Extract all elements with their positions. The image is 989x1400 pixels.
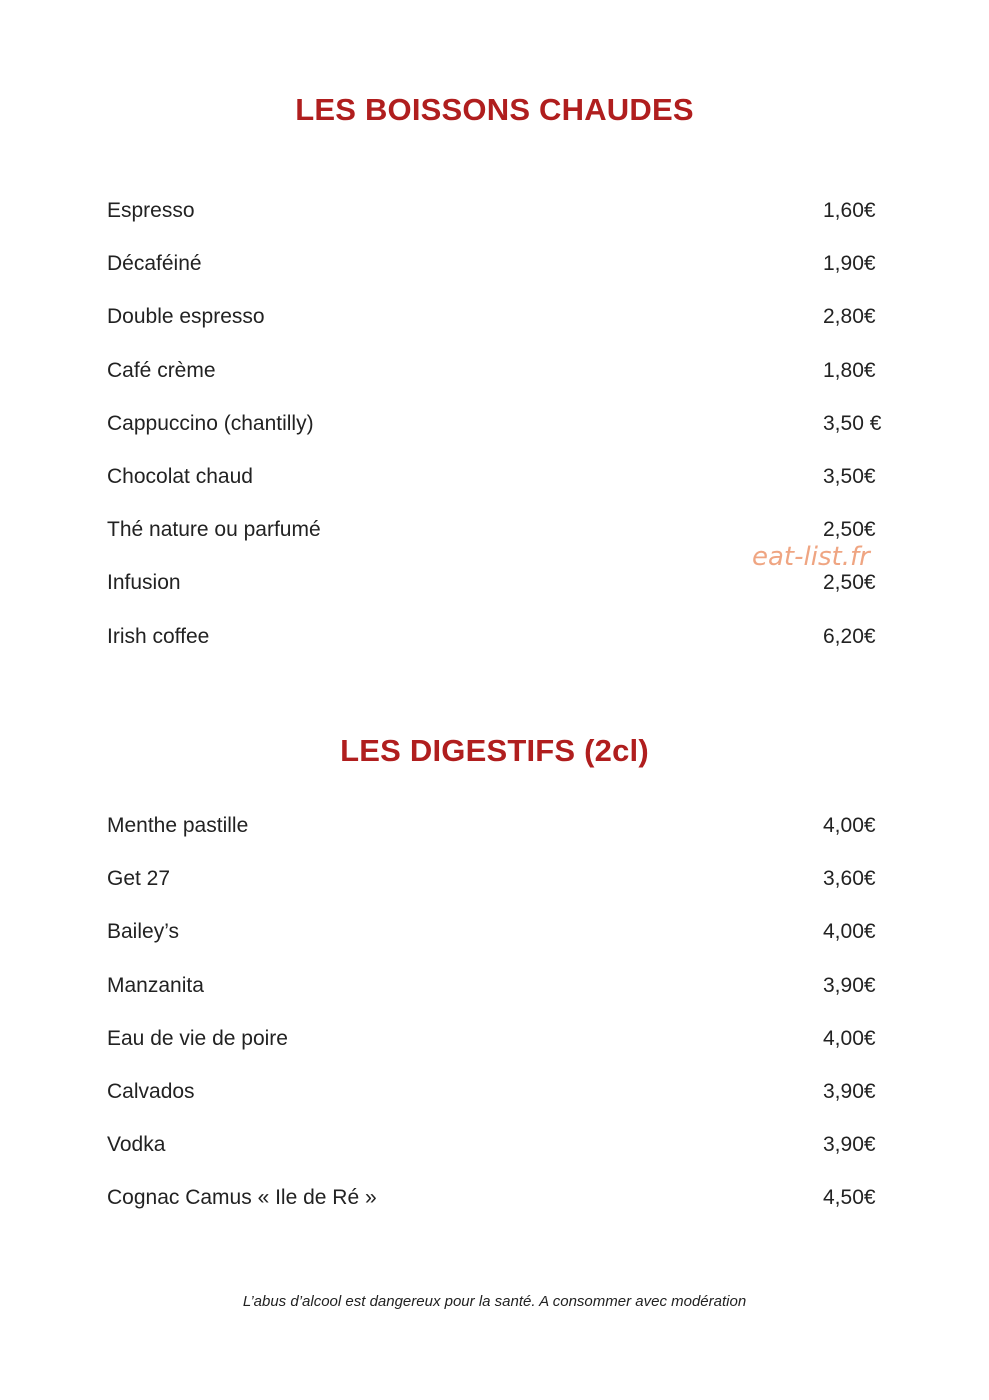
item-price: 2,80€ [823,305,876,329]
item-name: Vodka [107,1133,166,1157]
item-price: 3,90€ [823,973,876,997]
section-title-digestifs: LES DIGESTIFS (2cl) [340,733,649,768]
item-price: 3,60€ [823,867,876,891]
item-name: Décaféiné [107,252,202,276]
item-name: Get 27 [107,867,171,891]
item-name: Cappuccino (chantilly) [107,411,314,435]
item-price: 2,50€ [823,571,876,595]
item-price: 4,00€ [823,920,876,944]
section-title-boissons-chaudes: LES BOISSONS CHAUDES [295,92,694,127]
menu-item [107,971,897,1024]
item-name: Café crème [107,358,216,382]
menu-item [107,196,897,249]
item-name: Irish coffee [107,624,210,648]
item-price: 1,90€ [823,252,876,276]
item-name: Espresso [107,199,195,222]
item-name: Cognac Camus « Ile de Ré » [107,1186,377,1210]
menu-item [107,409,897,462]
menu-list-boissons-chaudes [107,196,897,675]
item-price: 1,60€ [823,199,876,222]
menu-item [107,1077,897,1130]
item-name: Menthe pastille [107,814,249,837]
menu-item [107,568,897,621]
item-name: Calvados [107,1079,195,1103]
menu-item [107,356,897,409]
menu-item [107,249,897,302]
item-price: 3,50 € [823,411,882,435]
menu-item [107,864,897,917]
item-name: Chocolat chaud [107,464,253,488]
item-price: 1,80€ [823,358,876,382]
alcohol-warning-footer: L’abus d’alcool est dangereux pour la santé. A consommer avec modération [242,1293,747,1310]
menu-item [107,1130,897,1183]
menu-item [107,811,897,864]
item-price: 4,00€ [823,814,876,837]
item-price: 4,00€ [823,1026,876,1050]
item-price: 6,20€ [823,624,876,648]
menu-item [107,462,897,515]
item-name: Thé nature ou parfumé [107,518,321,542]
menu-item [107,1024,897,1077]
item-price: 4,50€ [823,1186,876,1210]
menu-item [107,302,897,355]
item-price: 2,50€ [823,518,876,542]
menu-list-digestifs [107,811,897,1237]
item-name: Double espresso [107,305,265,329]
item-price: 3,90€ [823,1079,876,1103]
menu-item [107,917,897,970]
item-name: Eau de vie de poire [107,1026,288,1050]
watermark-text: eat-list.fr [752,542,870,572]
menu-item [107,622,897,675]
item-price: 3,50€ [823,464,876,488]
item-name: Bailey’s [107,920,179,944]
item-price: 3,90€ [823,1133,876,1157]
item-name: Manzanita [107,973,204,997]
menu-item [107,1183,897,1236]
item-name: Infusion [107,571,181,595]
